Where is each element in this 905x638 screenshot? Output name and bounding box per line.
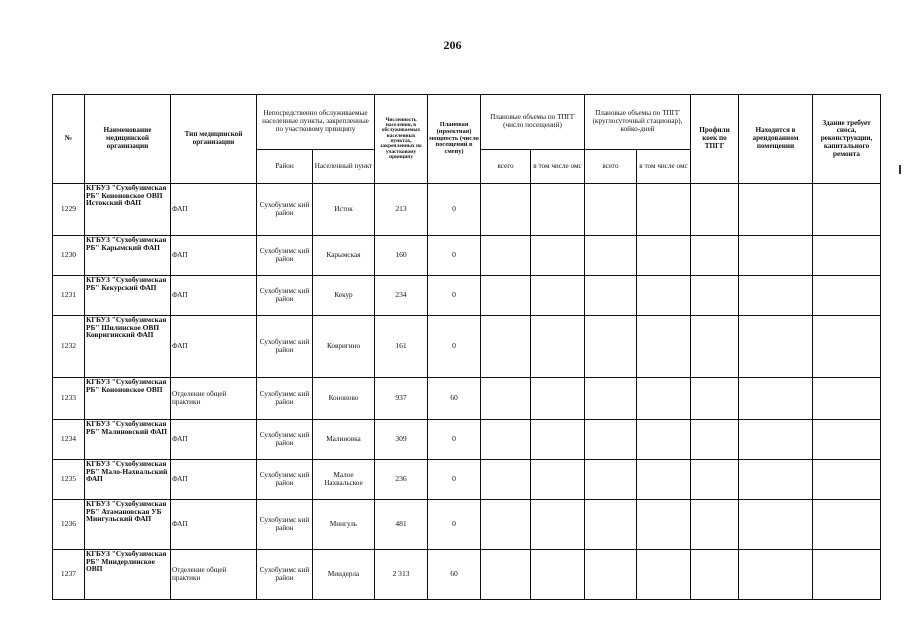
table-row: [53, 236, 881, 276]
building-flag: [813, 236, 881, 276]
building-flag: [813, 316, 881, 378]
visits-total: [481, 550, 531, 600]
header-district: Район: [257, 150, 313, 184]
capacity: 0: [428, 420, 481, 460]
beds-oms: [637, 460, 691, 500]
settlement: Кекур: [313, 276, 375, 316]
settlement: Ковригино: [313, 316, 375, 378]
capacity: 0: [428, 236, 481, 276]
header-type: Тип медицинской организации: [171, 95, 257, 184]
beds-oms: [637, 276, 691, 316]
beds-total: [585, 378, 637, 420]
capacity: 0: [428, 316, 481, 378]
header-tpgg-beds: Плановые объемы по ТПГГ (круглосуточный стационар), койко-дней: [585, 95, 691, 150]
scan-edge-mark: [899, 165, 901, 174]
settlement: Малиновка: [313, 420, 375, 460]
population: 2 313: [375, 550, 428, 600]
visits-oms: [531, 378, 585, 420]
visits-oms: [531, 276, 585, 316]
beds-total: [585, 500, 637, 550]
organization-type: ФАП: [171, 276, 257, 316]
building-flag: [813, 184, 881, 236]
header-profile: Профили коек по ТПГГ: [691, 95, 739, 184]
row-number: 1234: [53, 420, 85, 460]
organization-type: ФАП: [171, 420, 257, 460]
beds-total: [585, 276, 637, 316]
rented-flag: [739, 184, 813, 236]
population: 234: [375, 276, 428, 316]
building-flag: [813, 550, 881, 600]
district: Сухобузимс кий район: [257, 420, 313, 460]
organization-name: КГБУЗ "Сухобузимская РБ" Кононовское ОВП Истокский ФАП: [85, 184, 171, 236]
district: Сухобузимс кий район: [257, 460, 313, 500]
facilities-table: [52, 94, 881, 600]
beds-total: [585, 316, 637, 378]
visits-oms: [531, 184, 585, 236]
capacity: 0: [428, 184, 481, 236]
settlement: Мингуль: [313, 500, 375, 550]
table-row: [53, 460, 881, 500]
beds-oms: [637, 236, 691, 276]
visits-total: [481, 500, 531, 550]
settlement: Миндерла: [313, 550, 375, 600]
beds-oms: [637, 316, 691, 378]
bed-profile: [691, 184, 739, 236]
capacity: 0: [428, 500, 481, 550]
visits-oms: [531, 460, 585, 500]
district: Сухобузимс кий район: [257, 184, 313, 236]
organization-name: КГБУЗ "Сухобузимская РБ" Атамановская УБ Мингульский ФАП: [85, 500, 171, 550]
table-row: [53, 378, 881, 420]
organization-type: Отделение общей практики: [171, 550, 257, 600]
beds-total: [585, 420, 637, 460]
organization-name: КГБУЗ "Сухобузимская РБ" Малиновский ФАП: [85, 420, 171, 460]
row-number: 1230: [53, 236, 85, 276]
table-row: [53, 184, 881, 236]
row-number: 1235: [53, 460, 85, 500]
table-row: [53, 316, 881, 378]
rented-flag: [739, 378, 813, 420]
table-row: [53, 550, 881, 600]
building-flag: [813, 378, 881, 420]
beds-oms: [637, 500, 691, 550]
district: Сухобузимс кий район: [257, 500, 313, 550]
table-row: [53, 420, 881, 460]
organization-name: КГБУЗ "Сухобузимская РБ" Кекурский ФАП: [85, 276, 171, 316]
beds-oms: [637, 420, 691, 460]
header-beds-oms: в том числе омс: [637, 150, 691, 184]
row-number: 1236: [53, 500, 85, 550]
building-flag: [813, 276, 881, 316]
building-flag: [813, 500, 881, 550]
district: Сухобузимс кий район: [257, 236, 313, 276]
header-capacity: Плановая (проектная) мощность (число посещений в смену): [428, 95, 481, 184]
capacity: 0: [428, 276, 481, 316]
population: 309: [375, 420, 428, 460]
visits-oms: [531, 420, 585, 460]
visits-oms: [531, 500, 585, 550]
rented-flag: [739, 420, 813, 460]
building-flag: [813, 460, 881, 500]
bed-profile: [691, 378, 739, 420]
bed-profile: [691, 500, 739, 550]
beds-oms: [637, 184, 691, 236]
building-flag: [813, 420, 881, 460]
page-number: 206: [443, 38, 462, 52]
table-body: [53, 184, 881, 600]
district: Сухобузимс кий район: [257, 276, 313, 316]
organization-type: ФАП: [171, 184, 257, 236]
district: Сухобузимс кий район: [257, 316, 313, 378]
visits-total: [481, 276, 531, 316]
capacity: 0: [428, 460, 481, 500]
rented-flag: [739, 316, 813, 378]
population: 481: [375, 500, 428, 550]
district: Сухобузимс кий район: [257, 550, 313, 600]
organization-type: ФАП: [171, 500, 257, 550]
row-number: 1229: [53, 184, 85, 236]
rented-flag: [739, 276, 813, 316]
population: 213: [375, 184, 428, 236]
bed-profile: [691, 236, 739, 276]
settlement: Кононово: [313, 378, 375, 420]
population: 161: [375, 316, 428, 378]
header-settlement: Населенный пункт: [313, 150, 375, 184]
bed-profile: [691, 420, 739, 460]
rented-flag: [739, 236, 813, 276]
visits-oms: [531, 236, 585, 276]
header-visits-total: всего: [481, 150, 531, 184]
population: 236: [375, 460, 428, 500]
organization-type: ФАП: [171, 316, 257, 378]
visits-total: [481, 316, 531, 378]
table-row: [53, 500, 881, 550]
settlement: Карымская: [313, 236, 375, 276]
row-number: 1232: [53, 316, 85, 378]
visits-oms: [531, 316, 585, 378]
organization-type: ФАП: [171, 460, 257, 500]
beds-oms: [637, 378, 691, 420]
capacity: 60: [428, 550, 481, 600]
beds-total: [585, 460, 637, 500]
bed-profile: [691, 276, 739, 316]
header-building: Здание требует сноса, реконструкции, капитального ремонта: [813, 95, 881, 184]
header-org: Наименование медицинской организации: [85, 95, 171, 184]
row-number: 1233: [53, 378, 85, 420]
header-served: Непосредственно обслуживаемые населенные пункты, закрепленные по участковому принципу: [257, 95, 375, 150]
header-no: №: [53, 95, 85, 184]
population: 160: [375, 236, 428, 276]
bed-profile: [691, 460, 739, 500]
beds-total: [585, 236, 637, 276]
table-row: [53, 276, 881, 316]
organization-type: ФАП: [171, 236, 257, 276]
rented-flag: [739, 460, 813, 500]
organization-name: КГБУЗ "Сухобузимская РБ" Шилинское ОВП Ковригинский ФАП: [85, 316, 171, 378]
rented-flag: [739, 550, 813, 600]
population: 937: [375, 378, 428, 420]
beds-total: [585, 550, 637, 600]
rented-flag: [739, 500, 813, 550]
visits-total: [481, 236, 531, 276]
header-population: Численность населения, в обслуживаемых населенных пунктах, закрепленных по участковому принципу: [375, 95, 428, 184]
header-visits-oms: в том числе омс: [531, 150, 585, 184]
visits-total: [481, 420, 531, 460]
row-number: 1231: [53, 276, 85, 316]
beds-total: [585, 184, 637, 236]
visits-total: [481, 184, 531, 236]
settlement: Малое Нахвальское: [313, 460, 375, 500]
row-number: 1237: [53, 550, 85, 600]
district: Сухобузимс кий район: [257, 378, 313, 420]
header-tpgg-visits: Плановые объемы по ТПГГ (число посещений): [481, 95, 585, 150]
header-rented: Находится в арендованном помещении: [739, 95, 813, 184]
bed-profile: [691, 316, 739, 378]
organization-type: Отделение общей практики: [171, 378, 257, 420]
bed-profile: [691, 550, 739, 600]
capacity: 60: [428, 378, 481, 420]
visits-total: [481, 378, 531, 420]
settlement: Исток: [313, 184, 375, 236]
organization-name: КГБУЗ "Сухобузимская РБ" Мало-Нахвальский ФАП: [85, 460, 171, 500]
organization-name: КГБУЗ "Сухобузимская РБ" Миндерлинское ОВП: [85, 550, 171, 600]
visits-total: [481, 460, 531, 500]
organization-name: КГБУЗ "Сухобузимская РБ" Кононовское ОВП: [85, 378, 171, 420]
header-beds-total: всего: [585, 150, 637, 184]
visits-oms: [531, 550, 585, 600]
organization-name: КГБУЗ "Сухобузимская РБ" Карымский ФАП: [85, 236, 171, 276]
beds-oms: [637, 550, 691, 600]
